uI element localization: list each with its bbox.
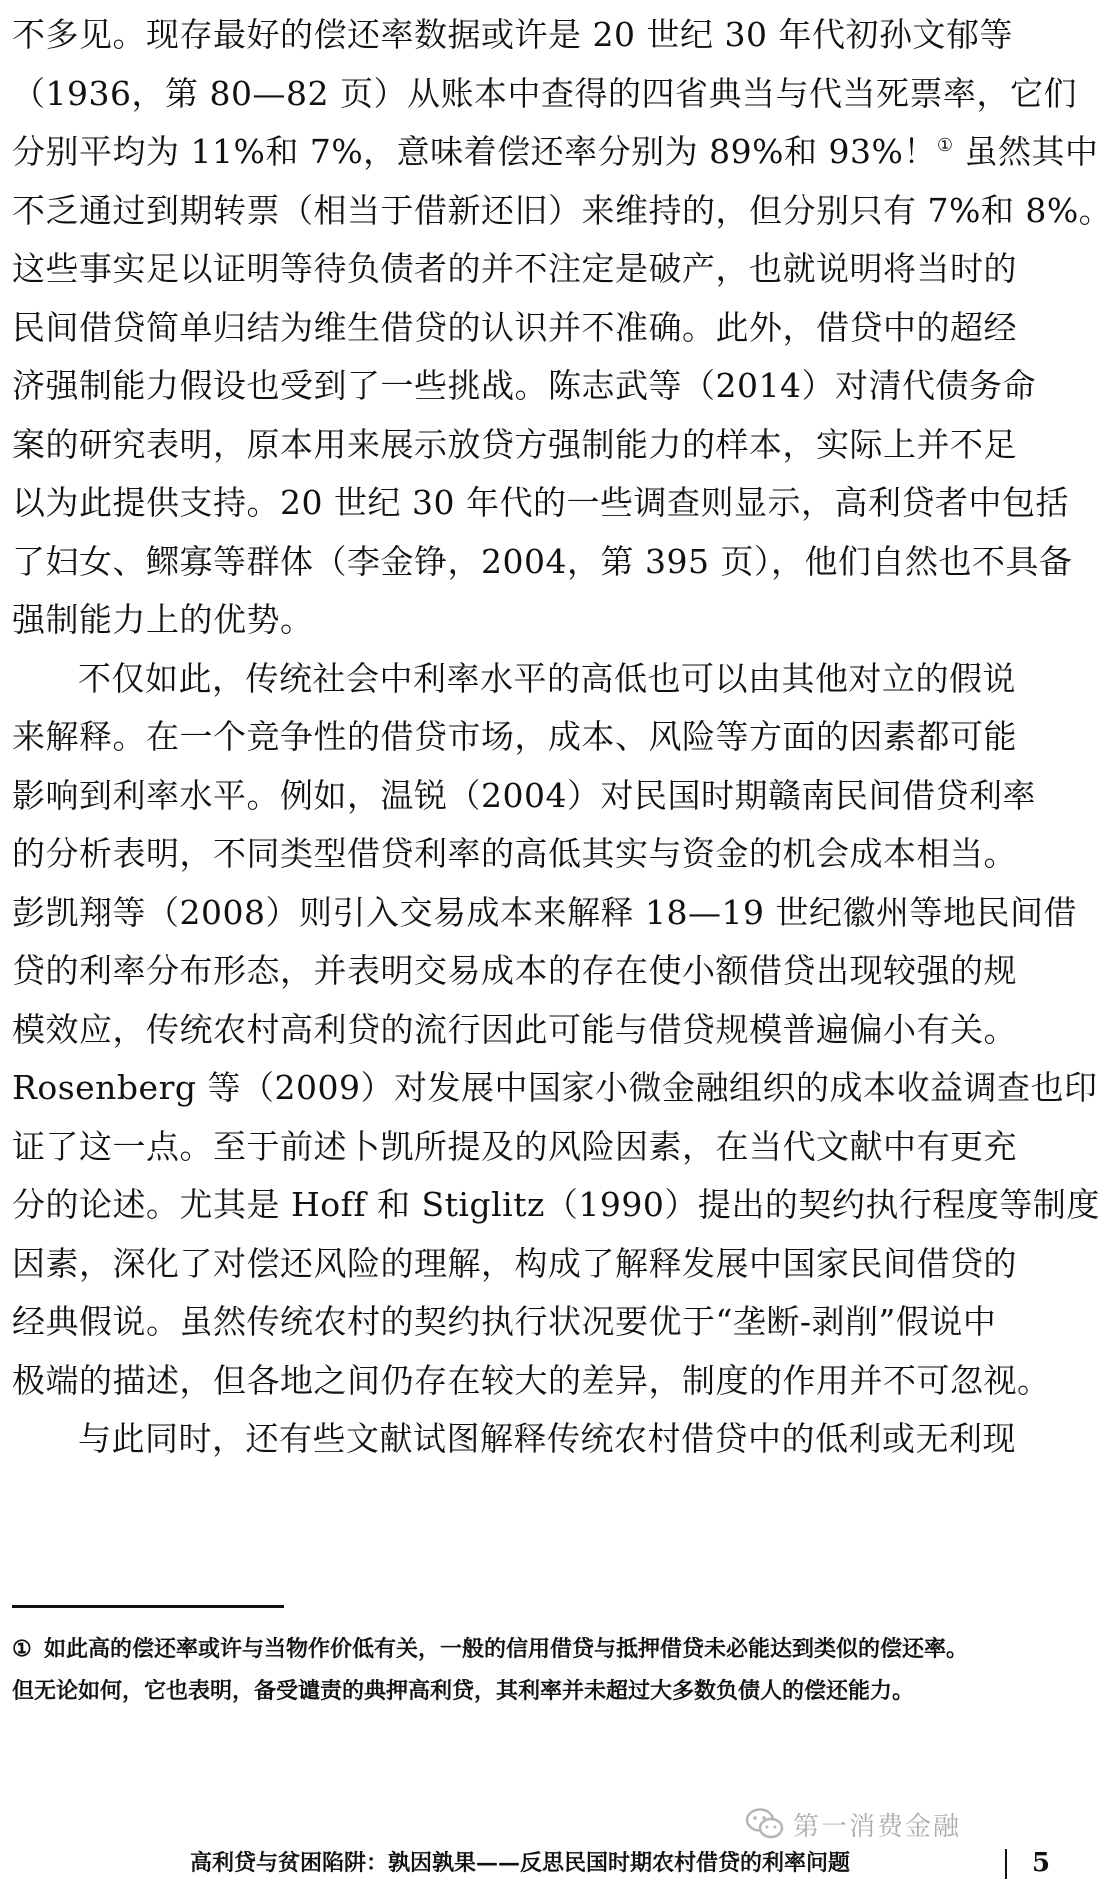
text-line xyxy=(12,357,1070,416)
text-line-continuation: 虽然其中 xyxy=(953,132,1099,171)
text-line-content: 强制能力上的优势。 xyxy=(12,600,314,639)
text-line-content: 的分析表明，不同类型借贷利率的高低其实与资金的机会成本相当。 xyxy=(12,834,1017,873)
text-line xyxy=(12,6,1070,65)
text-line-content: 不仅如此，传统社会中利率水平的高低也可以由其他对立的假说 xyxy=(78,658,1016,698)
text-line xyxy=(12,1235,1070,1294)
text-line-content: 这些事实足以证明等待负债者的并不注定是破产，也就说明将当时的 xyxy=(12,249,1017,288)
text-line-content: 因素，深化了对偿还风险的理解，构成了解释发展中国家民间借贷的 xyxy=(12,1243,1017,1283)
footer-divider xyxy=(1005,1849,1007,1879)
text-line-content: 分的论述。尤其是 Hoff 和 Stiglitz（1990）提出的契约执行程度等制度 xyxy=(12,1185,1100,1224)
text-line xyxy=(12,1293,1070,1352)
wechat-icon xyxy=(745,1807,785,1841)
text-line xyxy=(12,884,1077,943)
text-line xyxy=(12,1410,1070,1469)
text-line xyxy=(12,65,1077,124)
text-line xyxy=(12,299,1070,358)
text-line xyxy=(12,416,1070,475)
footnote-separator xyxy=(12,1605,284,1608)
text-line xyxy=(12,942,1070,1001)
running-title: 高利贷与贫困陷阱：孰因孰果——反思民国时期农村借贷的利率问题 xyxy=(190,1850,851,1876)
body-text xyxy=(12,6,1112,1469)
text-line xyxy=(12,1176,1100,1235)
text-line xyxy=(12,708,1070,767)
text-line-content: 不多见。现存最好的偿还率数据或许是 20 世纪 30 年代初孙文郁等 xyxy=(12,15,1013,54)
text-line-content: 证了这一点。至于前述卜凯所提及的风险因素，在当代文献中有更充 xyxy=(12,1126,1017,1166)
text-line xyxy=(12,474,1070,533)
text-line-content: 模效应，传统农村高利贷的流行因此可能与借贷规模普遍偏小有关。 xyxy=(12,1009,1017,1049)
text-line-content: 贷的利率分布形态，并表明交易成本的存在使小额借贷出现较强的规 xyxy=(12,951,1017,990)
footnote-line xyxy=(12,1670,1070,1712)
text-line-content: 彭凯翔等（2008）则引入交易成本来解释 18—19 世纪徽州等地民间借 xyxy=(12,892,1077,932)
text-line-content: 经典假说。虽然传统农村的契约执行状况要优于“垄断-剥削”假说中 xyxy=(12,1302,997,1341)
text-line xyxy=(12,650,1070,709)
footnote-text: 但无论如何，它也表明，备受谴责的典押高利贷，其利率并未超过大多数负债人的偿还能力。 xyxy=(12,1678,915,1704)
text-line-content: 民间借贷简单归结为维生借贷的认识并不准确。此外，借贷中的超经 xyxy=(12,307,1017,347)
text-line-content: 与此同时，还有些文献试图解释传统农村借贷中的低利或无利现 xyxy=(78,1419,1016,1458)
text-line-content: 了妇女、鳏寡等群体（李金铮，2004，第 395 页），他们自然也不具备 xyxy=(12,541,1073,581)
watermark-text: 第一消费金融 xyxy=(793,1811,962,1842)
text-line-content: 不乏通过到期转票（相当于借新还旧）来维持的，但分别只有 7%和 8%。 xyxy=(12,190,1112,230)
text-line xyxy=(12,1001,1070,1060)
text-line-content: （1936，第 80—82 页）从账本中查得的四省典当与代当死票率，它们 xyxy=(12,73,1077,113)
footnote xyxy=(12,1628,1070,1712)
text-line-content: 分别平均为 11%和 7%，意味着偿还率分别为 89%和 93%！ xyxy=(12,132,937,171)
text-line-content: 影响到利率水平。例如，温锐（2004）对民国时期赣南民间借贷利率 xyxy=(12,775,1036,815)
page-footer xyxy=(190,1843,1070,1883)
footnote-mark: ① xyxy=(12,1636,32,1662)
text-line xyxy=(12,1352,1070,1411)
text-line xyxy=(12,1059,1098,1118)
text-line xyxy=(12,240,1070,299)
text-line xyxy=(12,182,1112,241)
text-line-content: 案的研究表明，原本用来展示放贷方强制能力的样本，实际上并不足 xyxy=(12,424,1017,464)
text-line-content: 济强制能力假设也受到了一些挑战。陈志武等（2014）对清代债务命 xyxy=(12,366,1036,405)
text-line xyxy=(12,1118,1070,1177)
footnote-text: 如此高的偿还率或许与当物作价低有关，一般的信用借贷与抵押借贷未必能达到类似的偿还率。 xyxy=(44,1636,969,1662)
footnote-line xyxy=(12,1628,1070,1670)
text-line xyxy=(12,591,1070,650)
text-line-content: Rosenberg 等（2009）对发展中国家小微金融组织的成本收益调查也印 xyxy=(12,1068,1098,1107)
text-line xyxy=(12,767,1070,826)
text-line-content: 极端的描述，但各地之间仍存在较大的差异，制度的作用并不可忽视。 xyxy=(12,1360,1051,1400)
text-line xyxy=(12,123,1099,182)
watermark xyxy=(745,1802,961,1846)
page-number: 5 xyxy=(1032,1848,1051,1878)
text-line-content: 来解释。在一个竞争性的借贷市场，成本、风险等方面的因素都可能 xyxy=(12,717,1017,756)
text-line xyxy=(12,533,1073,592)
text-line-content: 以为此提供支持。20 世纪 30 年代的一些调查则显示，高利贷者中包括 xyxy=(12,483,1069,522)
footnote-reference: ① xyxy=(936,135,954,156)
text-line xyxy=(12,825,1070,884)
